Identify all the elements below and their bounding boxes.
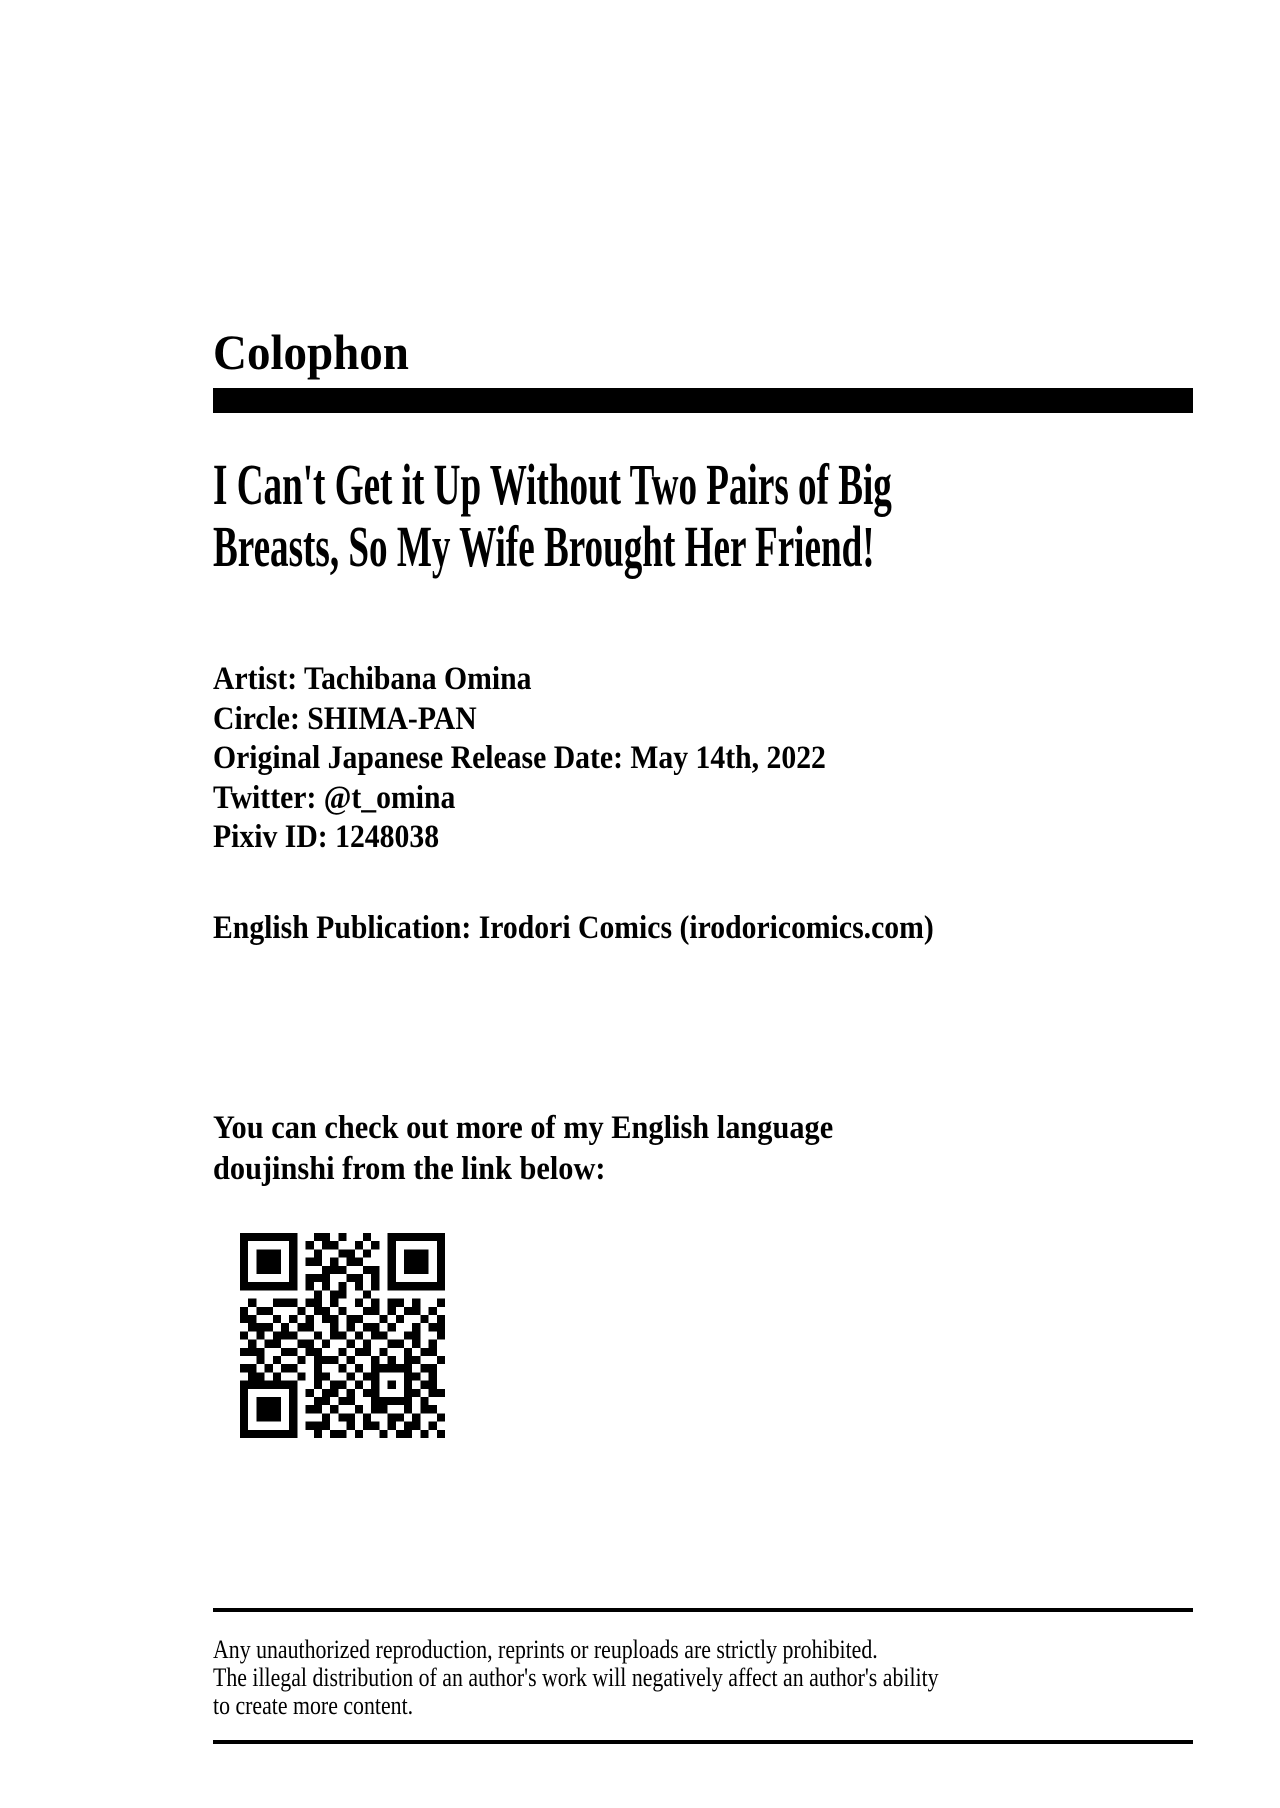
- legal-divider-top: [213, 1608, 1193, 1612]
- detail-release-date: Original Japanese Release Date: May 14th, 2022: [213, 740, 826, 776]
- book-title: [213, 454, 1274, 578]
- page-title-text: Colophon: [213, 324, 409, 380]
- detail-pixiv-id: Pixiv ID: 1248038: [213, 819, 440, 855]
- promo-text: [213, 1108, 887, 1189]
- page-title: [213, 325, 421, 379]
- detail-circle: Circle: SHIMA-PAN: [213, 700, 477, 737]
- heading-divider-bar: [213, 388, 1193, 413]
- qr-code: [240, 1233, 445, 1438]
- qr-code-image: [240, 1233, 445, 1438]
- legal-line-1: Any unauthorized reproduction, reprints or reuploads are strictly prohibited.: [213, 1635, 878, 1664]
- detail-artist: Artist: Tachibana Omina: [213, 661, 532, 697]
- book-title-line-2: Breasts, So My Wife Brought Her Friend!: [213, 514, 875, 579]
- book-details: [213, 660, 894, 858]
- promo-line-2: doujinshi from the link below:: [213, 1150, 606, 1187]
- legal-line-2: The illegal distribution of an author's work will negatively affect an author's ability: [213, 1663, 939, 1692]
- legal-line-3: to create more content.: [213, 1691, 414, 1720]
- legal-notice: [213, 1636, 1077, 1720]
- publication-line: English Publication: Irodori Comics (irodoricomics.com): [213, 910, 934, 946]
- detail-twitter: Twitter: @t_omina: [213, 779, 456, 816]
- legal-divider-bottom: [213, 1740, 1193, 1744]
- promo-line-1: You can check out more of my English language: [213, 1110, 834, 1146]
- book-title-line-1: I Can't Get it Up Without Two Pairs of Big: [213, 452, 892, 517]
